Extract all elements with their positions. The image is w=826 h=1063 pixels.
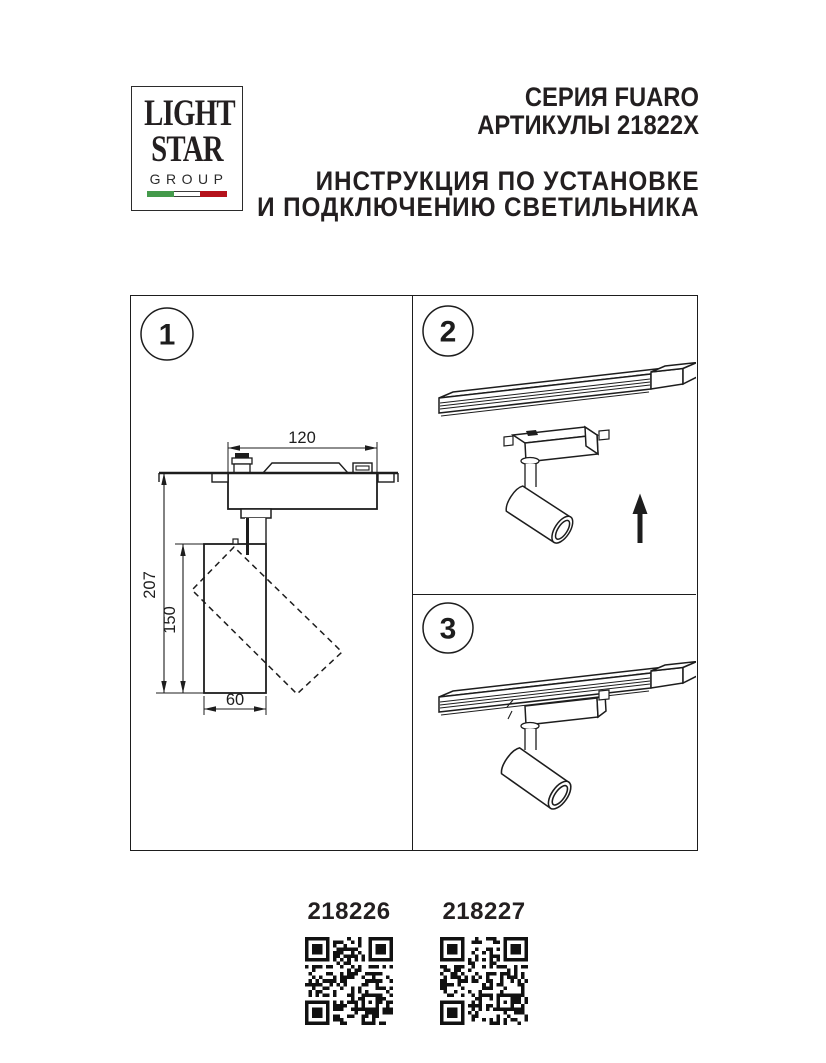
qr-code-218226 [305,937,393,1025]
instruction-line-1: ИНСТРУКЦИЯ ПО УСТАНОВКЕ [315,166,699,196]
flag-red-segment [200,191,227,197]
article-code-1: 218226 [307,898,391,925]
svg-text:3: 3 [439,612,457,646]
instruction-heading [256,166,699,222]
svg-text:2: 2 [439,315,457,349]
flag-white-segment [174,191,201,197]
dimension-207 [141,473,204,693]
up-arrow-icon [633,494,648,544]
spotlight-cylinder [498,745,575,812]
lamp-body-side-view [204,518,266,693]
spotlight-cylinder [503,484,577,547]
step3-number-badge [423,603,473,653]
dimension-60 [204,691,266,715]
logo-word-light: LIGHT [144,93,235,134]
track-adapter-side-view [159,453,398,544]
series-title: СЕРИЯ FUARO [524,82,699,112]
svg-text:150: 150 [161,606,179,634]
svg-text:120: 120 [288,429,316,447]
svg-text:207: 207 [141,571,159,599]
figure-grid [130,295,698,851]
step1-number-badge [141,308,193,360]
qr-code-218227 [440,937,528,1025]
instruction-line-2: И ПОДКЛЮЧЕНИЮ СВЕТИЛЬНИКА [256,191,699,222]
flag-green-segment [147,191,174,197]
italy-flag-stripe [147,191,227,197]
article-code-2: 218227 [442,898,526,925]
articles-title: АРТИКУЛЫ 21822X [477,109,699,140]
logo-word-star: STAR [151,129,223,170]
svg-text:60: 60 [225,691,245,709]
track-adapter-isometric [504,427,609,487]
step2-number-badge [423,306,473,356]
track-rail [439,363,696,417]
step1-dimension-drawing [131,296,411,849]
svg-text:1: 1 [158,318,176,352]
lightstar-logo [131,86,243,211]
series-heading [477,84,699,139]
dimension-150 [161,544,204,693]
step2-insert-drawing [413,296,696,592]
step3-mounted-drawing [413,595,696,849]
logo-word-group: GROUP [149,171,229,187]
